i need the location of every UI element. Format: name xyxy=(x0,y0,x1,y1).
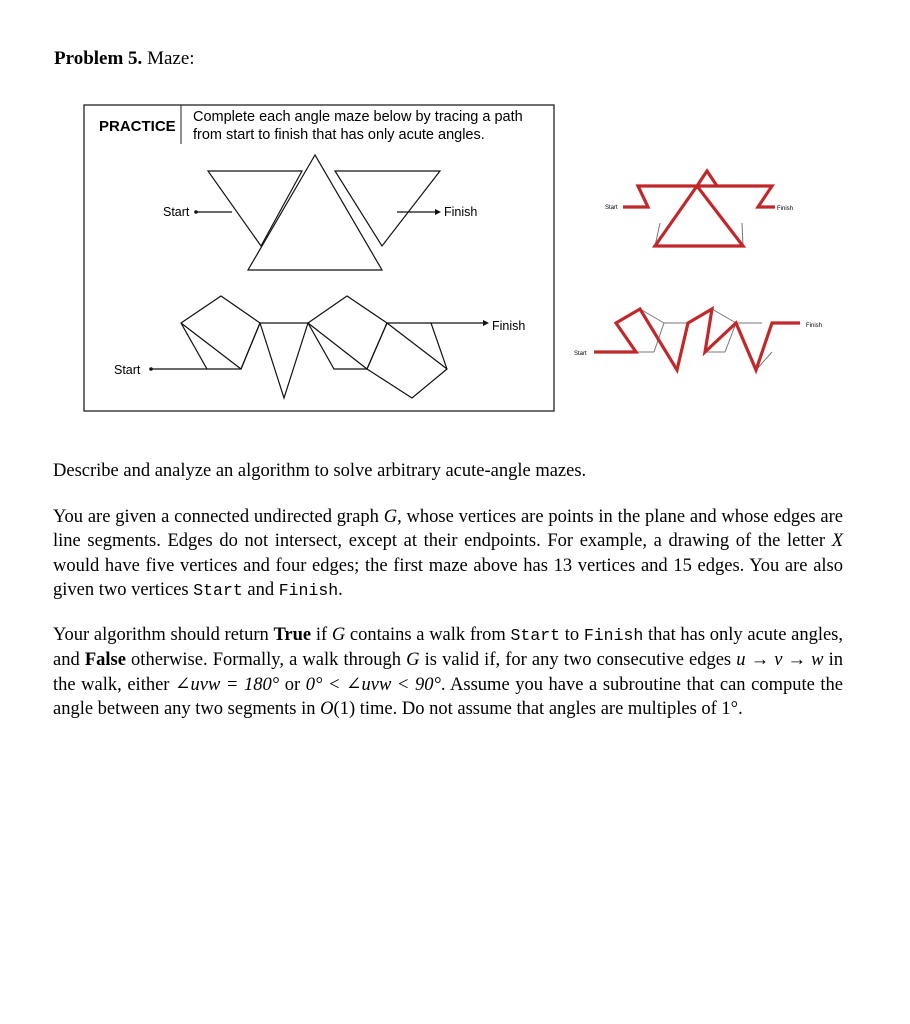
p3-or: or xyxy=(279,674,306,695)
p2-text-b: , whose vertices are points in the plane and whose edges are line segments. Edges do not intersect, except at their endpoints. For example, a drawing of the letter xyxy=(53,507,843,552)
p3-big-o-arg: (1) xyxy=(333,698,356,719)
maze-2-start-label: Start xyxy=(114,363,141,377)
p3-start-code: Start xyxy=(510,626,561,645)
p3-text-f: is valid if, for any two consecutive edges xyxy=(419,650,737,671)
p3-false: False xyxy=(84,650,126,671)
maze-2-finish-arrow xyxy=(483,320,489,326)
p3-graph-symbol-2: G xyxy=(406,650,420,671)
p3-true: True xyxy=(273,625,312,645)
paragraph-2 xyxy=(53,505,843,603)
paragraph-1-text: Describe and analyze an algorithm to solve arbitrary acute-angle mazes. xyxy=(53,461,587,481)
p3-finish-code: Finish xyxy=(583,626,644,645)
maze-1-finish-label: Finish xyxy=(444,205,478,219)
p2-letter-x: X xyxy=(831,531,843,552)
maze-2-start-dot xyxy=(149,367,153,371)
p3-big-o: O xyxy=(320,698,334,719)
p3-condition-1: ∠uvw = 180° xyxy=(175,674,280,695)
p2-start-code: Start xyxy=(193,580,243,600)
p2-graph-symbol: G xyxy=(383,507,398,527)
p3-text-e: otherwise. Formally, a walk through xyxy=(125,650,407,671)
p3-text-a: Your algorithm should return xyxy=(53,625,274,645)
p3-graph-symbol: G xyxy=(331,625,346,645)
solution-2-finish-label: Finish xyxy=(806,323,823,329)
p2-finish-code: Finish xyxy=(278,580,339,600)
p3-text-d: that has only acute angles, and xyxy=(53,625,844,671)
instructions-line-1: Complete each angle maze below by tracing a path xyxy=(193,109,523,125)
maze-1-finish-arrow xyxy=(435,209,441,215)
p3-to: to xyxy=(560,625,584,645)
solution-1 xyxy=(623,171,775,246)
solution-2-start-label: Start xyxy=(574,351,587,357)
practice-label: PRACTICE xyxy=(99,118,176,135)
p2-end: . xyxy=(338,579,343,600)
solution-1-start-label: Start xyxy=(605,205,618,211)
maze-figure xyxy=(0,0,910,430)
maze-2-finish-label: Finish xyxy=(492,319,526,333)
paragraph-1 xyxy=(53,459,843,483)
p2-and: and xyxy=(242,579,279,600)
maze-1-start-label: Start xyxy=(163,205,190,219)
maze-1-start-dot xyxy=(194,210,198,214)
practice-box xyxy=(84,105,554,411)
problem-topic: Maze: xyxy=(147,48,195,69)
p2-text-c: would have five vertices and four edges; the first maze above has 13 vertices and 15 edges. You are also given two vertices xyxy=(53,555,843,600)
maze-2 xyxy=(151,296,483,398)
solution-2 xyxy=(594,309,800,370)
maze-1 xyxy=(196,155,440,270)
p3-text-g: in the walk, either xyxy=(53,650,844,695)
p3-walk-expression: u → v → w xyxy=(736,650,824,671)
p3-text-b: if xyxy=(311,625,332,645)
p3-text-i: time. Do not assume that angles are multiples of 1°. xyxy=(355,698,743,719)
paragraph-3 xyxy=(53,623,843,721)
instructions-line-2: from start to finish that has only acute angles. xyxy=(193,127,485,143)
p2-text-a: You are given a connected undirected graph xyxy=(53,507,384,527)
p3-condition-2: 0° < ∠uvw < 90° xyxy=(305,674,441,695)
p3-text-h: . Assume you have a subroutine that can compute the angle between any two segments in xyxy=(53,674,843,719)
problem-label: Problem 5. xyxy=(54,48,143,69)
p3-text-c: contains a walk from xyxy=(345,625,511,645)
solution-1-finish-label: Finish xyxy=(777,206,794,212)
